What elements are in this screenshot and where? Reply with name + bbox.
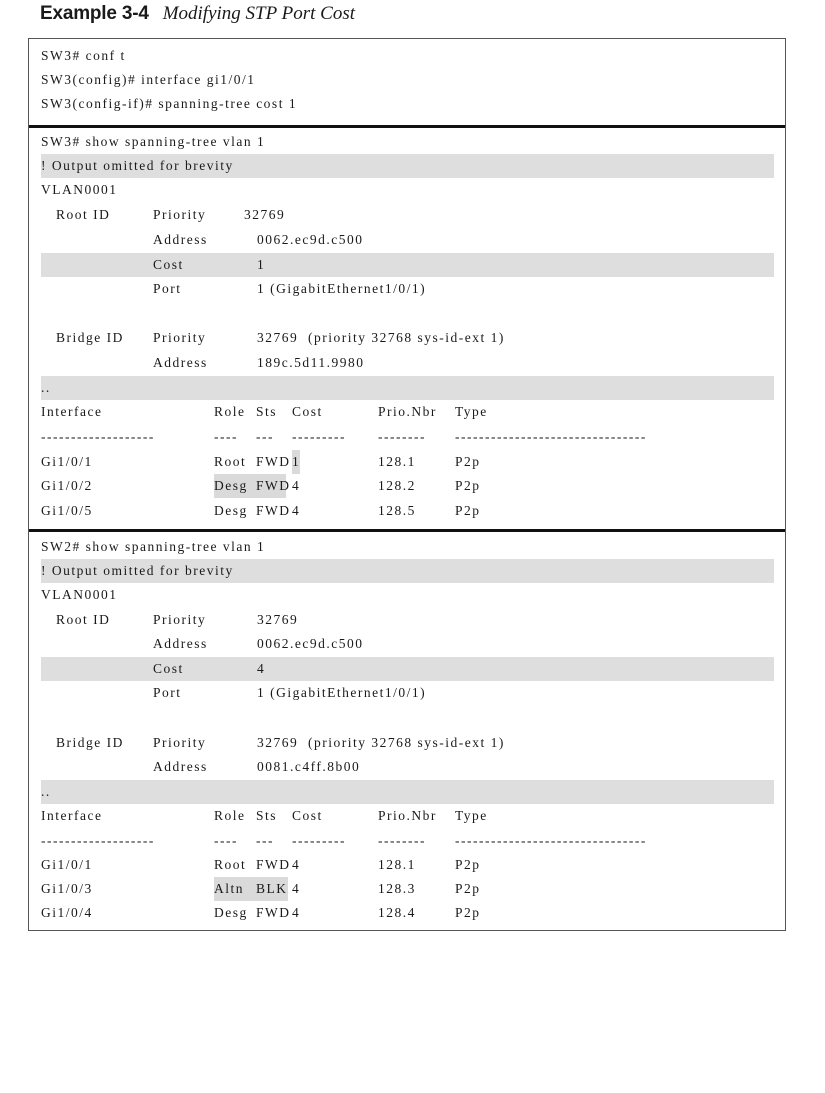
cost-cell: 4 (292, 905, 301, 920)
interface-cell: Gi1/0/4 (41, 905, 93, 920)
priority-label: Priority (153, 735, 207, 750)
cost-value: 1 (257, 257, 266, 272)
role-cell: Root (214, 857, 247, 872)
col-role: Role (214, 808, 246, 823)
root-address-row (41, 228, 774, 252)
separator: --- (256, 833, 274, 848)
table-row (41, 474, 774, 498)
address-value: 189c.5d11.9980 (257, 355, 365, 370)
bridge-address-row (41, 351, 774, 375)
col-interface: Interface (41, 404, 103, 419)
priority-value: 32769 (priority 32768 sys-id-ext 1) (257, 330, 505, 345)
priority-value: 32769 (priority 32768 sys-id-ext 1) (257, 735, 505, 750)
port-value: 1 (GigabitEthernet1/0/1) (257, 281, 427, 296)
interface-cell: Gi1/0/1 (41, 857, 93, 872)
table-header (41, 804, 774, 828)
prio-nbr-cell: 128.3 (378, 881, 416, 896)
cost-label: Cost (153, 257, 184, 272)
bridge-id-label: Bridge ID (56, 735, 124, 750)
col-prio-nbr: Prio.Nbr (378, 404, 437, 419)
prio-nbr-cell: 128.5 (378, 503, 416, 518)
interface-cell: Gi1/0/3 (41, 881, 93, 896)
cost-cell: 4 (292, 857, 301, 872)
address-label: Address (153, 355, 208, 370)
priority-value: 32769 (244, 207, 286, 222)
separator: ------------------- (41, 429, 155, 444)
address-label: Address (153, 636, 208, 651)
type-cell: P2p (455, 478, 481, 493)
type-cell: P2p (455, 503, 481, 518)
example-title: Modifying STP Port Cost (162, 3, 356, 24)
col-cost: Cost (292, 808, 323, 823)
address-label: Address (153, 232, 208, 247)
root-priority-row (41, 203, 774, 227)
code-listing-frame (28, 38, 786, 931)
separator: --- (256, 429, 274, 444)
prio-nbr-cell: 128.1 (378, 857, 416, 872)
sts-cell: FWD (256, 454, 291, 469)
priority-label: Priority (153, 330, 207, 345)
col-prio-nbr: Prio.Nbr (378, 808, 437, 823)
sw3-output-section (29, 128, 785, 529)
type-cell: P2p (455, 454, 481, 469)
separator: --------- (292, 429, 346, 444)
omitted-comment: ! Output omitted for brevity (41, 154, 774, 178)
vlan-id: VLAN0001 (41, 587, 118, 602)
cost-cell: 4 (292, 503, 301, 518)
col-sts: Sts (256, 404, 278, 419)
role-cell: Desg (214, 474, 286, 498)
sts-cell: BLK (250, 877, 288, 901)
interface-cell: Gi1/0/2 (41, 478, 93, 493)
config-line: SW3(config)# interface gi1/0/1 (41, 72, 256, 87)
example-heading (40, 3, 355, 29)
separator: -------------------------------- (455, 833, 647, 848)
vlan-id: VLAN0001 (41, 182, 118, 197)
col-sts: Sts (256, 808, 278, 823)
sw2-output-section (29, 532, 785, 932)
command-line: SW2# show spanning-tree vlan 1 (41, 539, 266, 554)
ellipsis: .. (41, 780, 774, 804)
table-row (41, 877, 774, 901)
priority-label: Priority (153, 207, 207, 222)
col-role: Role (214, 404, 246, 419)
table-row (41, 499, 774, 523)
cost-value: 4 (257, 661, 266, 676)
table-row (41, 853, 774, 877)
priority-label: Priority (153, 612, 207, 627)
address-label: Address (153, 759, 208, 774)
separator: ------------------- (41, 833, 155, 848)
address-value: 0062.ec9d.c500 (257, 636, 364, 651)
ellipsis: .. (41, 376, 774, 400)
col-cost: Cost (292, 404, 323, 419)
col-interface: Interface (41, 808, 103, 823)
table-separator (41, 425, 774, 449)
address-value: 0081.c4ff.8b00 (257, 759, 361, 774)
cost-label: Cost (153, 661, 184, 676)
example-label: Example 3-4 (40, 3, 149, 24)
separator: --------- (292, 833, 346, 848)
root-port-row (41, 277, 774, 301)
sts-cell: FWD (256, 478, 291, 493)
separator: -------- (378, 429, 426, 444)
separator: ---- (214, 429, 238, 444)
root-cost-row (41, 253, 774, 277)
col-type: Type (455, 808, 488, 823)
bridge-id-label: Bridge ID (56, 330, 124, 345)
root-port-row (41, 681, 774, 705)
separator: -------- (378, 833, 426, 848)
table-separator (41, 829, 774, 853)
omitted-comment: ! Output omitted for brevity (41, 559, 774, 583)
role-cell: Altn (214, 877, 250, 901)
cost-cell: 4 (292, 881, 301, 896)
table-row (41, 901, 774, 925)
role-cell: Desg (214, 905, 248, 920)
root-address-row (41, 632, 774, 656)
port-label: Port (153, 685, 182, 700)
interface-cell: Gi1/0/1 (41, 454, 93, 469)
type-cell: P2p (455, 881, 481, 896)
config-line: SW3# conf t (41, 48, 126, 63)
address-value: 0062.ec9d.c500 (257, 232, 364, 247)
priority-value: 32769 (257, 612, 299, 627)
port-label: Port (153, 281, 182, 296)
root-cost-row (41, 657, 774, 681)
separator: -------------------------------- (455, 429, 647, 444)
role-cell: Root (214, 454, 247, 469)
sts-cell: FWD (256, 905, 291, 920)
bridge-priority-row (41, 326, 774, 350)
config-line: SW3(config-if)# spanning-tree cost 1 (41, 96, 298, 111)
type-cell: P2p (455, 857, 481, 872)
prio-nbr-cell: 128.2 (378, 478, 416, 493)
cost-cell: 1 (292, 450, 300, 474)
command-line: SW3# show spanning-tree vlan 1 (41, 134, 266, 149)
table-row (41, 450, 774, 474)
sts-cell: FWD (256, 503, 291, 518)
type-cell: P2p (455, 905, 481, 920)
table-header (41, 400, 774, 424)
cost-cell: 4 (292, 478, 301, 493)
bridge-address-row (41, 755, 774, 779)
prio-nbr-cell: 128.4 (378, 905, 416, 920)
sts-cell: FWD (256, 857, 291, 872)
interface-cell: Gi1/0/5 (41, 503, 93, 518)
bridge-priority-row (41, 731, 774, 755)
config-section (29, 39, 785, 125)
root-id-label: Root ID (56, 207, 111, 222)
prio-nbr-cell: 128.1 (378, 454, 416, 469)
col-type: Type (455, 404, 488, 419)
root-id-label: Root ID (56, 612, 111, 627)
root-priority-row (41, 608, 774, 632)
port-value: 1 (GigabitEthernet1/0/1) (257, 685, 427, 700)
separator: ---- (214, 833, 238, 848)
role-cell: Desg (214, 503, 248, 518)
